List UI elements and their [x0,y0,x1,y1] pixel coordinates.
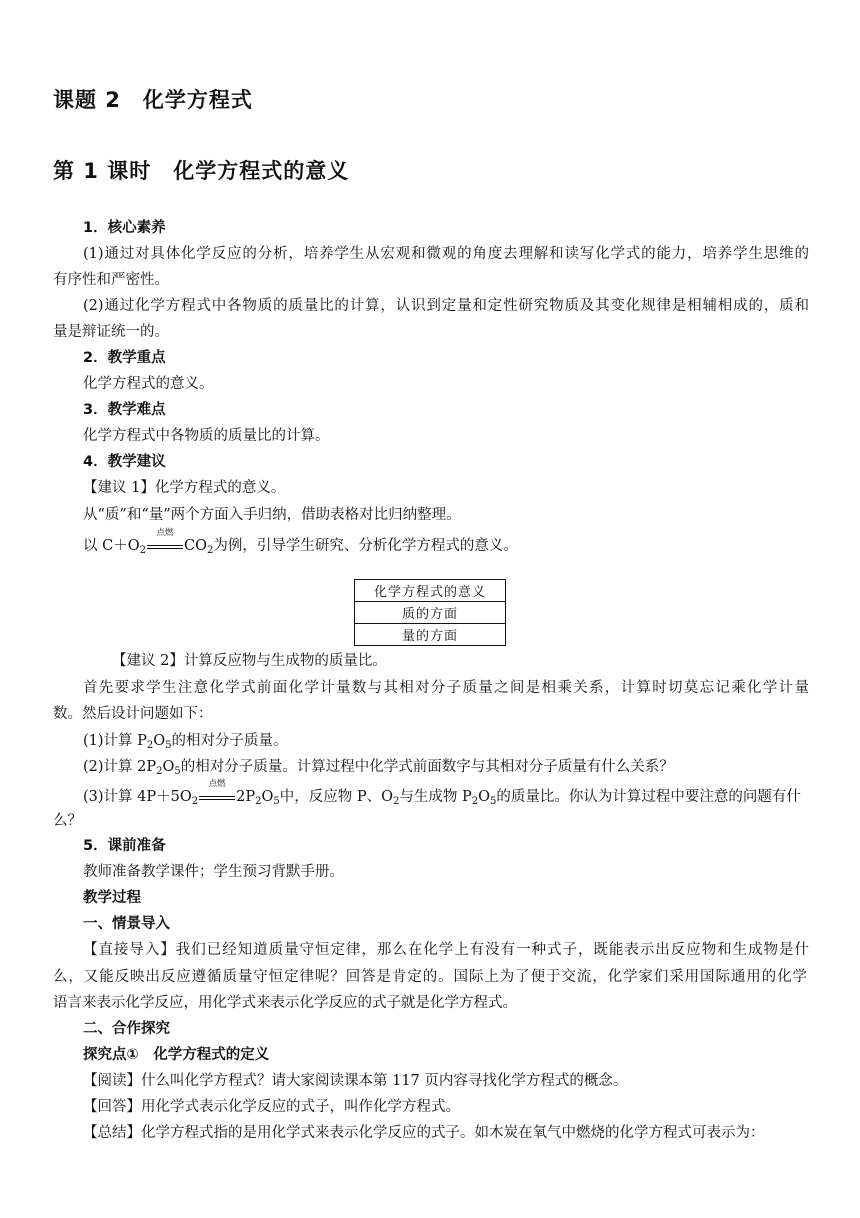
heading-teaching-process: 教学过程 [83,890,141,906]
teaching-focus-text: 化学方程式的意义。 [83,376,214,392]
heading-teaching-suggestion: 4．教学建议 [83,454,166,470]
heading-core-literacy: 1．核心素养 [83,220,166,236]
intro-paragraph-cont: 么，又能反映出反应遵循质量守恒定律呢？回答是肯定的。国际上为了便于交流，化学家们采用国际通用的化学 [53,969,807,985]
answer-text: 【回答】用化学式表示化学反应的式子，叫作化学方程式。 [83,1099,460,1115]
heading-cooperative-inquiry: 二、合作探究 [83,1021,170,1037]
intro-paragraph-end: 语言来表示化学反应，用化学式来表示化学反应的式子就是化学方程式。 [53,995,517,1011]
teaching-difficulty-text: 化学方程式中各物质的质量比的计算。 [83,428,330,444]
meaning-table [354,579,506,646]
heading-teaching-focus: 2．教学重点 [83,350,166,366]
goal-paragraph-1: (1)通过对具体化学反应的分析，培养学生从宏观和微观的角度去理解和读写化学式的能力，培养学生思维的 [83,246,809,262]
table-cell: 量的方面 [355,624,506,646]
lesson-subtitle: 第 1 课时 化学方程式的意义 [53,159,350,183]
table-cell: 质的方面 [355,602,506,624]
suggestion-1-method: 从“质”和“量”两个方面入手归纳，借助表格对比归纳整理。 [83,507,461,523]
preparation-text: 教师准备教学课件；学生预习背默手册。 [83,864,344,880]
intro-paragraph: 【直接导入】我们已经知道质量守恒定律，那么在化学上有没有一种式子，既能表示出反应物和生成物是什 [83,942,809,958]
question-2: (2)计算 $2P_2O_5$的相对分子质量。计算过程中化学式前面数字与其相对分子质量有什么关系？ [83,759,674,777]
heading-inquiry-point-1: 探究点① 化学方程式的定义 [83,1047,270,1063]
question-1: (1)计算 $P_2O_5$的相对分子质量。 [83,733,288,751]
summary-text: 【总结】化学方程式指的是用化学式来表示化学反应的式子。如木炭在氧气中燃烧的化学方程式可表示为： [83,1125,765,1141]
reaction-condition-mark: 点燃 [147,536,183,556]
heading-teaching-difficulty: 3．教学难点 [83,402,166,418]
goal-paragraph-2-cont: 量是辩证统一的。 [53,324,169,340]
suggestion-1: 【建议 1】化学方程式的意义。 [83,480,286,496]
heading-scene-intro: 一、情景导入 [83,916,170,932]
suggestion-2-paragraph-cont: 数。然后设计问题如下： [53,706,213,722]
table-cell: 化学方程式的意义 [355,580,506,602]
equation-line-carbon: 以 $C+O_2$ 点燃 $CO_2$为例，引导学生研究、分析化学方程式的意义。 [83,528,518,556]
goal-paragraph-2: (2)通过化学方程式中各物质的质量比的计算，认识到定量和定性研究物质及其变化规律是相辅相成的，质和 [83,298,809,314]
lesson-title: 课题 2 化学方程式 [53,88,253,112]
question-3: (3)计算 $4P+5O_2$ 点燃 $2P_2O_5$中，反应物 P、$O_2$与生成物 $P_2O_5$的质量比。你认为计算过程中要注意的问题有什 [83,779,801,807]
question-3-cont: 么？ [53,813,82,829]
suggestion-2-paragraph: 首先要求学生注意化学式前面化学计量数与其相对分子质量之间是相乘关系，计算时切莫忘记乘化学计量 [83,680,809,696]
suggestion-2: 【建议 2】计算反应物与生成物的质量比。 [112,653,387,669]
reaction-condition-mark: 点燃 [199,787,235,807]
heading-preparation: 5．课前准备 [83,838,166,854]
read-text: 【阅读】什么叫化学方程式？请大家阅读课本第 117 页内容寻找化学方程式的概念。 [83,1073,628,1089]
goal-paragraph-1-cont: 有序性和严密性。 [53,272,169,288]
